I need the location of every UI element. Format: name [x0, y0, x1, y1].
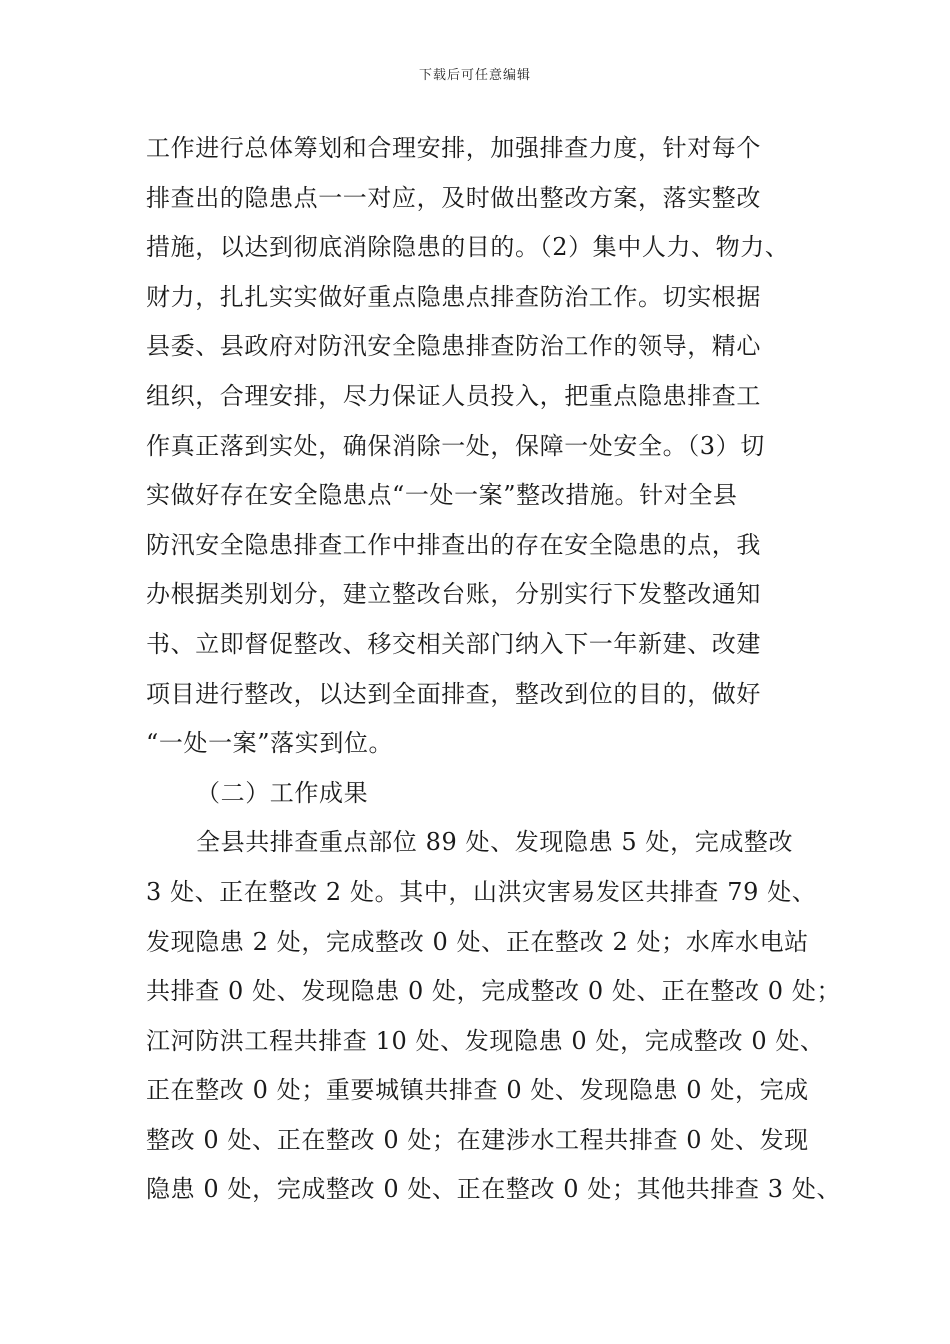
paragraph-line: 作真正落到实处，确保消除一处，保障一处安全。（3）切 — [146, 431, 765, 460]
paragraph-line: 实做好存在安全隐患点“一处一案”整改措施。针对全县 — [146, 481, 738, 510]
paragraph-line: 工作进行总体筹划和合理安排，加强排查力度，针对每个 — [146, 134, 761, 162]
paragraph-line: 书、立即督促整改、移交相关部门纳入下一年新建、改建 — [146, 629, 761, 658]
document-body — [146, 124, 842, 1215]
results-line: 共排查 0 处、发现隐患 0 处，完成整改 0 处、正在整改 0 处； — [146, 977, 842, 1006]
results-line: 发现隐患 2 处，完成整改 0 处、正在整改 2 处；水库水电站 — [146, 927, 809, 956]
paragraph-line: 财力，扎扎实实做好重点隐患点排查防治工作。切实根据 — [146, 282, 761, 311]
section-heading: （二）工作成果 — [196, 778, 369, 807]
paragraph-line: 排查出的隐患点一一对应，及时做出整改方案，落实整改 — [146, 183, 761, 212]
page-header-note: 下载后可任意编辑 — [418, 68, 531, 83]
results-line: 整改 0 处、正在整改 0 处；在建涉水工程共排查 0 处、发现 — [146, 1125, 809, 1154]
paragraph-line: 项目进行整改，以达到全面排查，整改到位的目的，做好 — [146, 679, 761, 708]
paragraph-line: 县委、县政府对防汛安全隐患排查防治工作的领导，精心 — [146, 332, 761, 361]
paragraph-line: 措施，以达到彻底消除隐患的目的。（2）集中人力、物力、 — [146, 233, 790, 262]
results-line: 3 处、正在整改 2 处。其中，山洪灾害易发区共排查 79 处、 — [146, 877, 817, 906]
results-line: 正在整改 0 处；重要城镇共排查 0 处、发现隐患 0 处，完成 — [146, 1076, 809, 1105]
results-line: 隐患 0 处，完成整改 0 处、正在整改 0 处；其他共排查 3 处、 — [146, 1175, 842, 1204]
paragraph-line: 防汛安全隐患排查工作中排查出的存在安全隐患的点，我 — [146, 530, 761, 559]
paragraph-line: 组织，合理安排，尽力保证人员投入，把重点隐患排查工 — [146, 381, 761, 410]
results-line: 全县共排查重点部位 89 处、发现隐患 5 处，完成整改 — [196, 828, 794, 857]
paragraph-line: “一处一案”落实到位。 — [146, 729, 394, 758]
paragraph-line: 办根据类别划分，建立整改台账，分别实行下发整改通知 — [146, 580, 761, 609]
results-line: 江河防洪工程共排查 10 处、发现隐患 0 处，完成整改 0 处、 — [146, 1026, 825, 1055]
